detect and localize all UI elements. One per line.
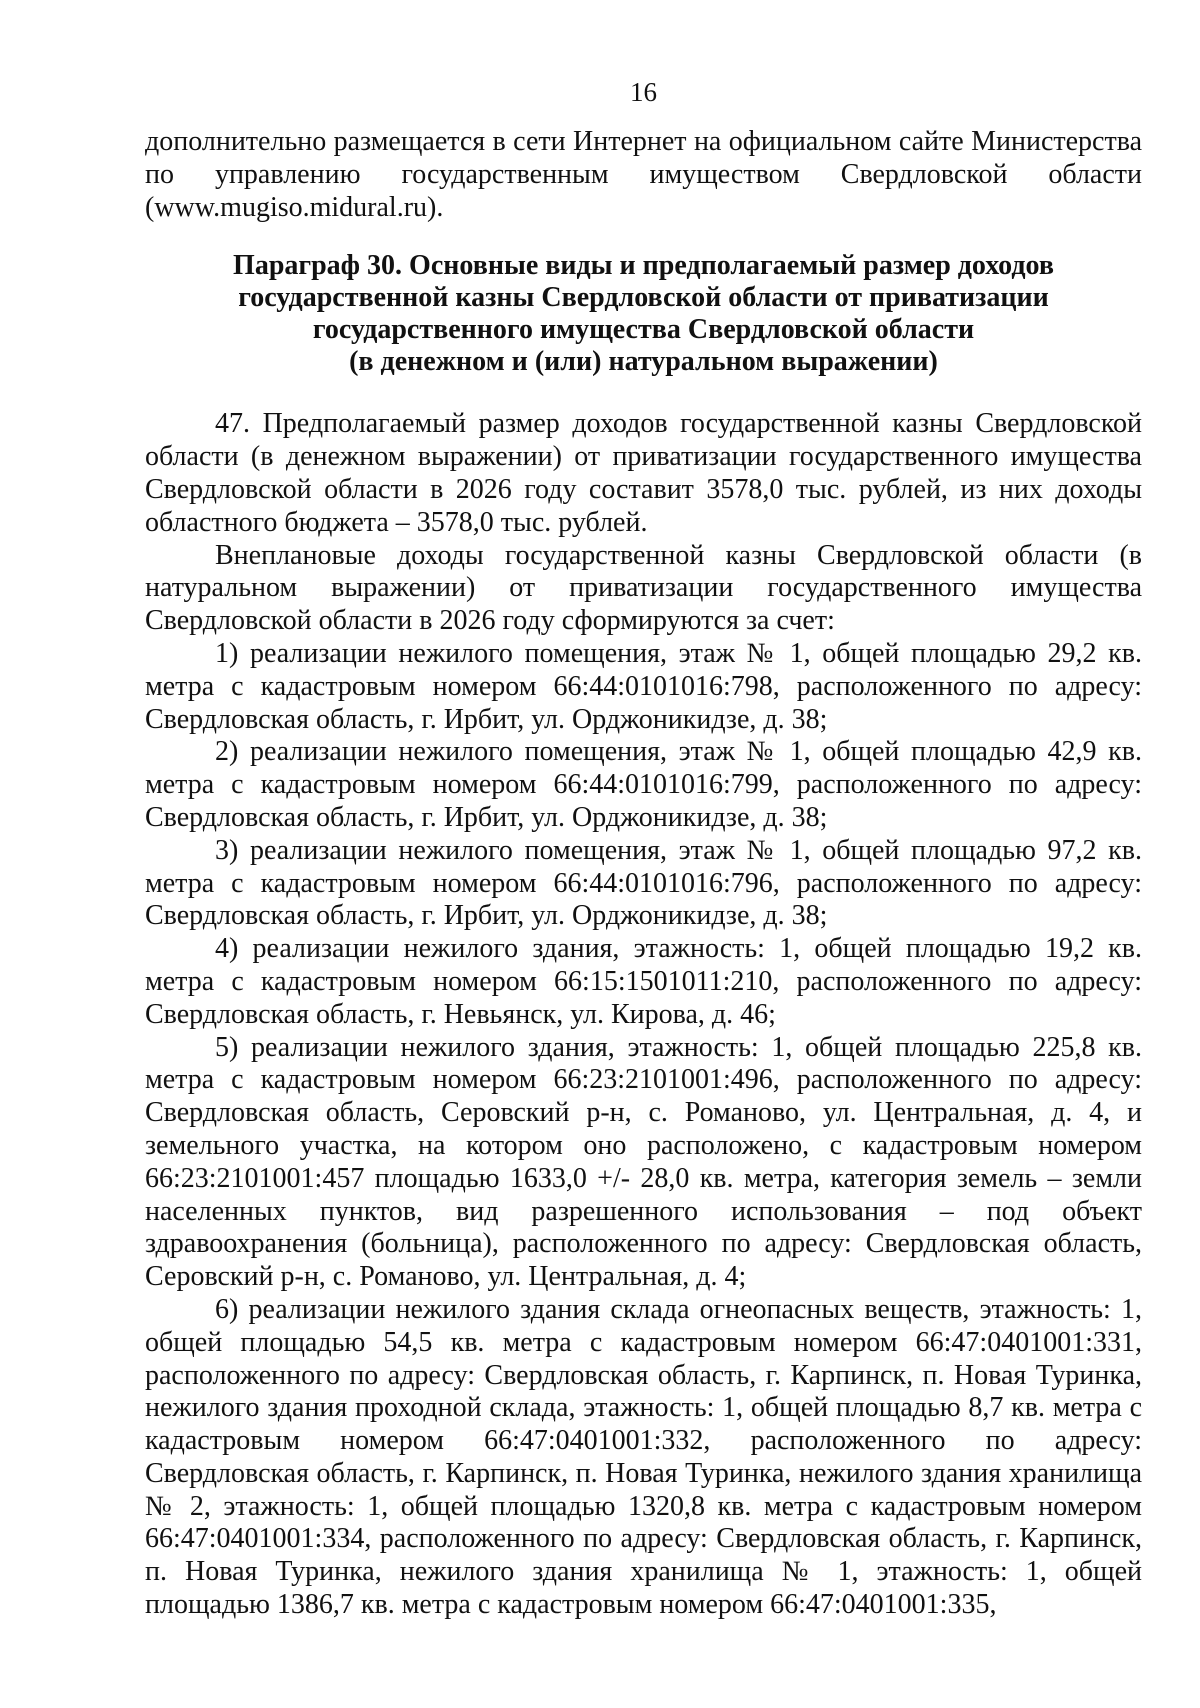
list-item-4: 4) реализации нежилого здания, этажность: 1, общей площадью 19,2 кв. метра с кадастровым номером 66:15:1501011:210, расположенного по адресу: Свердловская область, г. Невьянск, ул. Кирова, д. 46; — [145, 933, 1142, 1030]
section-heading — [145, 250, 1142, 378]
paragraph-unplanned-income: Внеплановые доходы государственной казны Свердловской области (в натуральном выражении) от приватизации государственного имущества Свердловской области в 2026 году сформируются за счет: — [145, 539, 1142, 637]
list-item-2: 2) реализации нежилого помещения, этаж № 1, общей площадью 42,9 кв. метра с кадастровым номером 66:44:0101016:799, расположенного по адресу: Свердловская область, г. Ирбит, ул. Орджоникидзе, д. 38; — [145, 736, 1142, 833]
heading-line-3: государственного имущества Свердловской области — [312, 314, 975, 346]
heading-line-4: (в денежном и (или) натуральном выражении) — [349, 346, 938, 378]
intro-paragraph: дополнительно размещается в сети Интернет на официальном сайте Министерства по управлению государственным имуществом Свердловской области (www.mugiso.midural.ru). — [145, 126, 1142, 223]
page-number: 16 — [630, 77, 657, 107]
paragraph-47: 47. Предполагаемый размер доходов государственной казны Свердловской области (в денежном выражении) от приватизации государственного имущества Свердловской области в 2026 году составит 3578,0 тыс. рублей, из них доходы областного бюджета – 3578,0 тыс. рублей. — [145, 408, 1142, 538]
list-item-5: 5) реализации нежилого здания, этажность: 1, общей площадью 225,8 кв. метра с кадастровым номером 66:23:2101001:496, расположенного по адресу: Свердловская область, Серовский р-н, с. Романово, ул. Центральная, д. 4, и земельного участка, на котором оно расположено, с кадастровым номером 66:23:2101001:457 площадью 1633,0 +/- 28,0 кв. метра, категория земель – земли населенных пунктов, вид разрешенного использования – под объект здравоохранения (больница), расположенного по адресу: Свердловская область, Серовский р-н, с. Романово, ул. Центральная, д. 4; — [145, 1031, 1142, 1293]
list-item-6: 6) реализации нежилого здания склада огнеопасных веществ, этажность: 1, общей площадью 54,5 кв. метра с кадастровым номером 66:47:0401001:331, расположенного по адресу: Свердловская область, г. Карпинск, п. Новая Туринка, нежилого здания проходной склада, этажность: 1, общей площадью 8,7 кв. метра с кадастровым номером 66:47:0401001:332, расположенного по адресу: Свердловская область, г. Карпинск, п. Новая Туринка, нежилого здания хранилища № 2, этажность: 1, общей площадью 1320,8 кв. метра с кадастровым номером 66:47:0401001:334, расположенного по адресу: Свердловская область, г. Карпинск, п. Новая Туринка, нежилого здания хранилища № 1, этажность: 1, общей площадью 1386,7 кв. метра с кадастровым номером 66:47:0401001:335, — [145, 1293, 1142, 1621]
heading-line-2: государственной казны Свердловской области от приватизации — [238, 282, 1049, 314]
list-item-3: 3) реализации нежилого помещения, этаж № 1, общей площадью 97,2 кв. метра с кадастровым номером 66:44:0101016:796, расположенного по адресу: Свердловская область, г. Ирбит, ул. Орджоникидзе, д. 38; — [145, 834, 1142, 932]
heading-line-1: Параграф 30. Основные виды и предполагаемый размер доходов — [233, 250, 1054, 282]
list-item-1: 1) реализации нежилого помещения, этаж № 1, общей площадью 29,2 кв. метра с кадастровым номером 66:44:0101016:798, расположенного по адресу: Свердловская область, г. Ирбит, ул. Орджоникидзе, д. 38; — [145, 637, 1142, 735]
